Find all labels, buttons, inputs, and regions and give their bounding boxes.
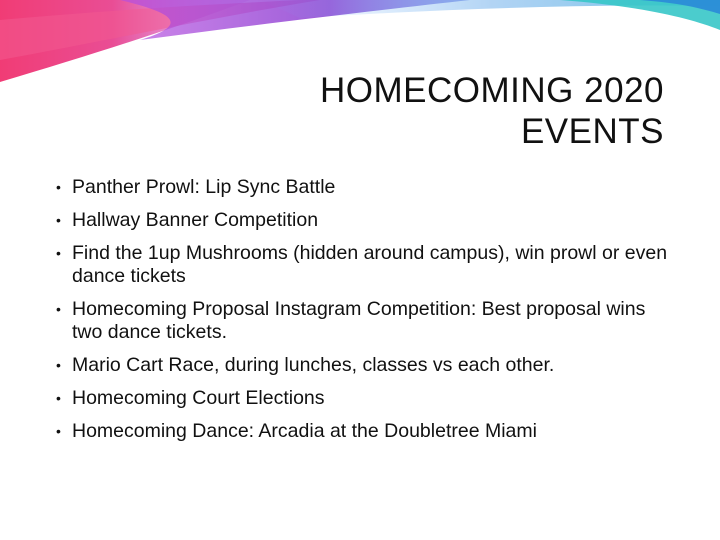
- bullet-dot: •: [56, 179, 61, 195]
- list-item-text: Find the 1up Mushrooms (hidden around campus), win prowl or even dance tickets: [72, 242, 668, 287]
- slide-title-line-2: EVENTS: [520, 112, 664, 151]
- events-bullet-list: [56, 176, 676, 453]
- list-item: [56, 387, 676, 410]
- list-item-text: Hallway Banner Competition: [72, 209, 319, 231]
- list-item: [56, 242, 676, 288]
- list-item: [56, 420, 676, 443]
- list-item-text: Homecoming Proposal Instagram Competition: Best proposal wins two dance tickets.: [72, 298, 646, 343]
- list-item: [56, 209, 676, 232]
- slide-title: [104, 70, 664, 152]
- bullet-dot: •: [56, 301, 61, 317]
- bullet-dot: •: [56, 245, 61, 261]
- bullet-dot: •: [56, 212, 61, 228]
- bullet-dot: •: [56, 357, 61, 373]
- list-item-text: Homecoming Dance: Arcadia at the Doubletree Miami: [72, 420, 537, 442]
- bullet-dot: •: [56, 390, 61, 406]
- list-item-text: Mario Cart Race, during lunches, classes vs each other.: [72, 354, 555, 376]
- list-item: [56, 176, 676, 199]
- list-item: [56, 354, 676, 377]
- list-item: [56, 298, 676, 344]
- list-item-text: Panther Prowl: Lip Sync Battle: [72, 176, 336, 198]
- list-item-text: Homecoming Court Elections: [72, 387, 325, 409]
- slide-title-line-1: HOMECOMING 2020: [320, 71, 664, 110]
- bullet-dot: •: [56, 423, 61, 439]
